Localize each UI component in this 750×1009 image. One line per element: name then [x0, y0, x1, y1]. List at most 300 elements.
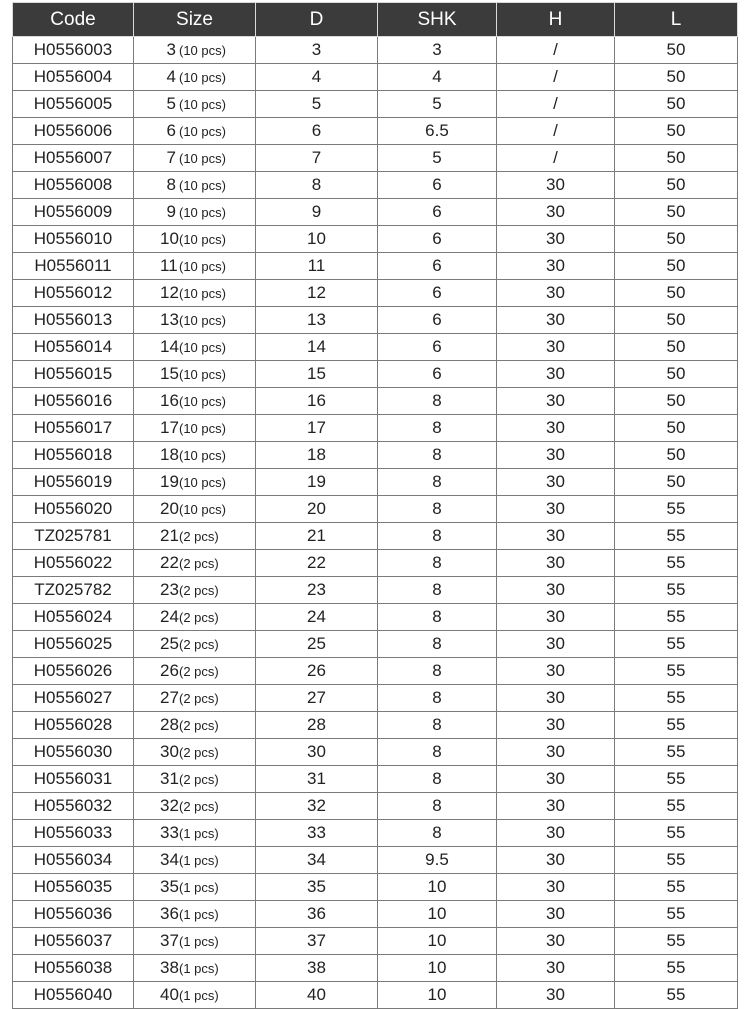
- code-cell: H0556024: [13, 604, 134, 631]
- l-cell: 50: [615, 334, 738, 361]
- code-cell: H0556018: [13, 442, 134, 469]
- table-row: [13, 172, 738, 199]
- size-cell: [134, 550, 256, 577]
- table-row: [13, 631, 738, 658]
- d-cell: 10: [256, 226, 378, 253]
- d-cell: 16: [256, 388, 378, 415]
- table-row: [13, 874, 738, 901]
- pack-quantity: (10 pcs): [179, 205, 226, 220]
- size-value: 24: [160, 607, 179, 626]
- pack-quantity: (10 pcs): [179, 43, 226, 58]
- shk-cell: 8: [378, 685, 497, 712]
- l-cell: 55: [615, 523, 738, 550]
- l-cell: 50: [615, 64, 738, 91]
- table-row: [13, 334, 738, 361]
- size-cell: [134, 226, 256, 253]
- table-row: [13, 145, 738, 172]
- table-row: [13, 982, 738, 1009]
- table-row: [13, 712, 738, 739]
- table-row: [13, 577, 738, 604]
- header-code: Code: [13, 3, 134, 37]
- d-cell: 19: [256, 469, 378, 496]
- d-cell: 33: [256, 820, 378, 847]
- size-value: 10: [160, 229, 179, 248]
- h-cell: 30: [497, 955, 615, 982]
- header-size: Size: [134, 3, 256, 37]
- l-cell: 55: [615, 712, 738, 739]
- d-cell: 21: [256, 523, 378, 550]
- code-cell: H0556006: [13, 118, 134, 145]
- code-cell: H0556014: [13, 334, 134, 361]
- code-cell: TZ025782: [13, 577, 134, 604]
- pack-quantity: (10 pcs): [179, 394, 226, 409]
- code-cell: H0556010: [13, 226, 134, 253]
- size-value: 6: [166, 121, 176, 140]
- code-cell: H0556013: [13, 307, 134, 334]
- d-cell: 5: [256, 91, 378, 118]
- size-cell: [134, 847, 256, 874]
- size-cell: [134, 334, 256, 361]
- table-row: [13, 226, 738, 253]
- shk-cell: 6: [378, 307, 497, 334]
- h-cell: 30: [497, 658, 615, 685]
- d-cell: 6: [256, 118, 378, 145]
- d-cell: 31: [256, 766, 378, 793]
- code-cell: H0556038: [13, 955, 134, 982]
- table-row: [13, 91, 738, 118]
- table-row: [13, 847, 738, 874]
- l-cell: 50: [615, 307, 738, 334]
- size-cell: [134, 658, 256, 685]
- table-row: [13, 388, 738, 415]
- size-value: 20: [160, 499, 179, 518]
- code-cell: H0556017: [13, 415, 134, 442]
- code-cell: H0556015: [13, 361, 134, 388]
- d-cell: 3: [256, 37, 378, 64]
- h-cell: 30: [497, 307, 615, 334]
- d-cell: 7: [256, 145, 378, 172]
- code-cell: H0556040: [13, 982, 134, 1009]
- shk-cell: 8: [378, 604, 497, 631]
- size-cell: [134, 523, 256, 550]
- code-cell: H0556028: [13, 712, 134, 739]
- l-cell: 55: [615, 928, 738, 955]
- h-cell: 30: [497, 685, 615, 712]
- h-cell: /: [497, 118, 615, 145]
- l-cell: 50: [615, 226, 738, 253]
- d-cell: 24: [256, 604, 378, 631]
- h-cell: 30: [497, 523, 615, 550]
- pack-quantity: (1 pcs): [179, 934, 219, 949]
- pack-quantity: (10 pcs): [179, 97, 226, 112]
- d-cell: 34: [256, 847, 378, 874]
- header-l: L: [615, 3, 738, 37]
- size-cell: [134, 442, 256, 469]
- l-cell: 50: [615, 172, 738, 199]
- pack-quantity: (1 pcs): [179, 853, 219, 868]
- h-cell: 30: [497, 604, 615, 631]
- size-value: 5: [166, 94, 176, 113]
- size-cell: [134, 199, 256, 226]
- h-cell: 30: [497, 928, 615, 955]
- spec-table: [12, 2, 738, 1009]
- h-cell: 30: [497, 442, 615, 469]
- pack-quantity: (1 pcs): [179, 826, 219, 841]
- code-cell: H0556027: [13, 685, 134, 712]
- l-cell: 55: [615, 955, 738, 982]
- size-cell: [134, 280, 256, 307]
- table-row: [13, 685, 738, 712]
- shk-cell: 6: [378, 199, 497, 226]
- pack-quantity: (10 pcs): [179, 421, 226, 436]
- l-cell: 55: [615, 793, 738, 820]
- size-cell: [134, 631, 256, 658]
- shk-cell: 8: [378, 442, 497, 469]
- d-cell: 35: [256, 874, 378, 901]
- table-row: [13, 469, 738, 496]
- d-cell: 15: [256, 361, 378, 388]
- h-cell: 30: [497, 469, 615, 496]
- d-cell: 28: [256, 712, 378, 739]
- code-cell: H0556037: [13, 928, 134, 955]
- size-cell: [134, 496, 256, 523]
- h-cell: /: [497, 37, 615, 64]
- code-cell: H0556011: [13, 253, 134, 280]
- table-row: [13, 766, 738, 793]
- size-value: 4: [166, 67, 176, 86]
- table-row: [13, 928, 738, 955]
- pack-quantity: (10 pcs): [179, 448, 226, 463]
- pack-quantity: (2 pcs): [179, 637, 219, 652]
- size-value: 14: [160, 337, 179, 356]
- size-cell: [134, 820, 256, 847]
- size-value: 40: [160, 985, 179, 1004]
- size-cell: [134, 118, 256, 145]
- shk-cell: 8: [378, 550, 497, 577]
- d-cell: 4: [256, 64, 378, 91]
- h-cell: 30: [497, 361, 615, 388]
- d-cell: 23: [256, 577, 378, 604]
- h-cell: 30: [497, 199, 615, 226]
- pack-quantity: (10 pcs): [179, 232, 226, 247]
- l-cell: 55: [615, 577, 738, 604]
- header-shk: SHK: [378, 3, 497, 37]
- d-cell: 22: [256, 550, 378, 577]
- shk-cell: 8: [378, 415, 497, 442]
- h-cell: 30: [497, 793, 615, 820]
- code-cell: H0556022: [13, 550, 134, 577]
- size-cell: [134, 739, 256, 766]
- size-cell: [134, 253, 256, 280]
- d-cell: 18: [256, 442, 378, 469]
- code-cell: H0556031: [13, 766, 134, 793]
- shk-cell: 6: [378, 226, 497, 253]
- d-cell: 20: [256, 496, 378, 523]
- size-value: 16: [160, 391, 179, 410]
- pack-quantity: (10 pcs): [179, 313, 226, 328]
- pack-quantity: (10 pcs): [179, 70, 226, 85]
- shk-cell: 8: [378, 577, 497, 604]
- header-h: H: [497, 3, 615, 37]
- shk-cell: 8: [378, 631, 497, 658]
- l-cell: 50: [615, 37, 738, 64]
- code-cell: H0556030: [13, 739, 134, 766]
- table-row: [13, 415, 738, 442]
- size-value: 23: [160, 580, 179, 599]
- size-value: 12: [160, 283, 179, 302]
- l-cell: 55: [615, 550, 738, 577]
- size-cell: [134, 793, 256, 820]
- pack-quantity: (2 pcs): [179, 664, 219, 679]
- size-value: 33: [160, 823, 179, 842]
- shk-cell: 6: [378, 334, 497, 361]
- d-cell: 25: [256, 631, 378, 658]
- size-value: 38: [160, 958, 179, 977]
- pack-quantity: (10 pcs): [179, 367, 226, 382]
- shk-cell: 8: [378, 712, 497, 739]
- pack-quantity: (10 pcs): [179, 502, 226, 517]
- size-cell: [134, 874, 256, 901]
- size-value: 34: [160, 850, 179, 869]
- l-cell: 50: [615, 253, 738, 280]
- size-cell: [134, 901, 256, 928]
- shk-cell: 8: [378, 820, 497, 847]
- d-cell: 26: [256, 658, 378, 685]
- shk-cell: 10: [378, 928, 497, 955]
- code-cell: H0556035: [13, 874, 134, 901]
- shk-cell: 8: [378, 523, 497, 550]
- l-cell: 55: [615, 496, 738, 523]
- shk-cell: 6: [378, 280, 497, 307]
- size-value: 17: [160, 418, 179, 437]
- pack-quantity: (2 pcs): [179, 610, 219, 625]
- l-cell: 50: [615, 442, 738, 469]
- size-cell: [134, 37, 256, 64]
- header-row: [13, 3, 738, 37]
- code-cell: H0556007: [13, 145, 134, 172]
- pack-quantity: (10 pcs): [179, 340, 226, 355]
- l-cell: 50: [615, 280, 738, 307]
- code-cell: H0556032: [13, 793, 134, 820]
- shk-cell: 10: [378, 982, 497, 1009]
- code-cell: H0556003: [13, 37, 134, 64]
- shk-cell: 8: [378, 658, 497, 685]
- pack-quantity: (2 pcs): [179, 583, 219, 598]
- h-cell: 30: [497, 226, 615, 253]
- pack-quantity: (2 pcs): [179, 718, 219, 733]
- shk-cell: 6.5: [378, 118, 497, 145]
- shk-cell: 8: [378, 388, 497, 415]
- shk-cell: 8: [378, 793, 497, 820]
- table-row: [13, 37, 738, 64]
- size-cell: [134, 469, 256, 496]
- h-cell: 30: [497, 874, 615, 901]
- pack-quantity: (1 pcs): [179, 880, 219, 895]
- h-cell: /: [497, 145, 615, 172]
- l-cell: 50: [615, 91, 738, 118]
- h-cell: 30: [497, 739, 615, 766]
- size-value: 15: [160, 364, 179, 383]
- h-cell: 30: [497, 415, 615, 442]
- table-row: [13, 442, 738, 469]
- h-cell: 30: [497, 496, 615, 523]
- pack-quantity: (10 pcs): [179, 286, 226, 301]
- table-row: [13, 361, 738, 388]
- size-cell: [134, 685, 256, 712]
- l-cell: 55: [615, 766, 738, 793]
- pack-quantity: (10 pcs): [179, 178, 226, 193]
- d-cell: 14: [256, 334, 378, 361]
- shk-cell: 8: [378, 496, 497, 523]
- table-row: [13, 820, 738, 847]
- table-row: [13, 901, 738, 928]
- code-cell: H0556016: [13, 388, 134, 415]
- size-cell: [134, 307, 256, 334]
- l-cell: 55: [615, 874, 738, 901]
- size-cell: [134, 766, 256, 793]
- shk-cell: 8: [378, 469, 497, 496]
- size-cell: [134, 64, 256, 91]
- d-cell: 30: [256, 739, 378, 766]
- shk-cell: 10: [378, 901, 497, 928]
- size-cell: [134, 172, 256, 199]
- size-value: 22: [160, 553, 179, 572]
- size-value: 19: [160, 472, 179, 491]
- size-value: 13: [160, 310, 179, 329]
- table-row: [13, 523, 738, 550]
- l-cell: 55: [615, 982, 738, 1009]
- pack-quantity: (2 pcs): [179, 799, 219, 814]
- size-value: 28: [160, 715, 179, 734]
- h-cell: 30: [497, 577, 615, 604]
- size-value: 26: [160, 661, 179, 680]
- l-cell: 55: [615, 685, 738, 712]
- pack-quantity: (2 pcs): [179, 772, 219, 787]
- h-cell: 30: [497, 982, 615, 1009]
- table-row: [13, 307, 738, 334]
- d-cell: 37: [256, 928, 378, 955]
- code-cell: H0556025: [13, 631, 134, 658]
- code-cell: H0556033: [13, 820, 134, 847]
- d-cell: 17: [256, 415, 378, 442]
- shk-cell: 5: [378, 91, 497, 118]
- header-d: D: [256, 3, 378, 37]
- code-cell: H0556036: [13, 901, 134, 928]
- pack-quantity: (1 pcs): [179, 907, 219, 922]
- code-cell: H0556005: [13, 91, 134, 118]
- l-cell: 55: [615, 604, 738, 631]
- shk-cell: 10: [378, 955, 497, 982]
- code-cell: H0556019: [13, 469, 134, 496]
- code-cell: H0556009: [13, 199, 134, 226]
- d-cell: 9: [256, 199, 378, 226]
- size-cell: [134, 577, 256, 604]
- l-cell: 55: [615, 658, 738, 685]
- d-cell: 27: [256, 685, 378, 712]
- size-cell: [134, 361, 256, 388]
- size-cell: [134, 415, 256, 442]
- table-row: [13, 253, 738, 280]
- table-row: [13, 604, 738, 631]
- size-value: 3: [166, 40, 176, 59]
- size-value: 21: [160, 526, 179, 545]
- code-cell: H0556034: [13, 847, 134, 874]
- table-row: [13, 199, 738, 226]
- pack-quantity: (2 pcs): [179, 529, 219, 544]
- table-row: [13, 955, 738, 982]
- size-cell: [134, 388, 256, 415]
- size-value: 35: [160, 877, 179, 896]
- l-cell: 50: [615, 145, 738, 172]
- d-cell: 40: [256, 982, 378, 1009]
- size-value: 7: [166, 148, 176, 167]
- table-row: [13, 118, 738, 145]
- code-cell: H0556004: [13, 64, 134, 91]
- table-row: [13, 496, 738, 523]
- h-cell: 30: [497, 820, 615, 847]
- pack-quantity: (10 pcs): [179, 259, 226, 274]
- h-cell: 30: [497, 847, 615, 874]
- l-cell: 50: [615, 118, 738, 145]
- table-row: [13, 280, 738, 307]
- table-row: [13, 739, 738, 766]
- pack-quantity: (10 pcs): [179, 124, 226, 139]
- size-cell: [134, 604, 256, 631]
- pack-quantity: (2 pcs): [179, 691, 219, 706]
- code-cell: H0556026: [13, 658, 134, 685]
- table-row: [13, 64, 738, 91]
- shk-cell: 8: [378, 739, 497, 766]
- shk-cell: 6: [378, 253, 497, 280]
- size-value: 32: [160, 796, 179, 815]
- code-cell: H0556012: [13, 280, 134, 307]
- size-value: 30: [160, 742, 179, 761]
- shk-cell: 9.5: [378, 847, 497, 874]
- l-cell: 55: [615, 820, 738, 847]
- d-cell: 11: [256, 253, 378, 280]
- h-cell: /: [497, 64, 615, 91]
- size-cell: [134, 712, 256, 739]
- l-cell: 50: [615, 415, 738, 442]
- shk-cell: 4: [378, 64, 497, 91]
- pack-quantity: (1 pcs): [179, 961, 219, 976]
- pack-quantity: (10 pcs): [179, 475, 226, 490]
- size-value: 25: [160, 634, 179, 653]
- h-cell: 30: [497, 388, 615, 415]
- l-cell: 55: [615, 847, 738, 874]
- h-cell: 30: [497, 766, 615, 793]
- size-cell: [134, 982, 256, 1009]
- table-row: [13, 658, 738, 685]
- h-cell: 30: [497, 253, 615, 280]
- d-cell: 36: [256, 901, 378, 928]
- size-cell: [134, 928, 256, 955]
- pack-quantity: (2 pcs): [179, 556, 219, 571]
- l-cell: 50: [615, 361, 738, 388]
- h-cell: 30: [497, 901, 615, 928]
- table-row: [13, 550, 738, 577]
- size-cell: [134, 145, 256, 172]
- h-cell: 30: [497, 172, 615, 199]
- h-cell: 30: [497, 550, 615, 577]
- d-cell: 13: [256, 307, 378, 334]
- d-cell: 38: [256, 955, 378, 982]
- code-cell: H0556020: [13, 496, 134, 523]
- h-cell: 30: [497, 334, 615, 361]
- l-cell: 55: [615, 901, 738, 928]
- size-cell: [134, 91, 256, 118]
- size-value: 8: [166, 175, 176, 194]
